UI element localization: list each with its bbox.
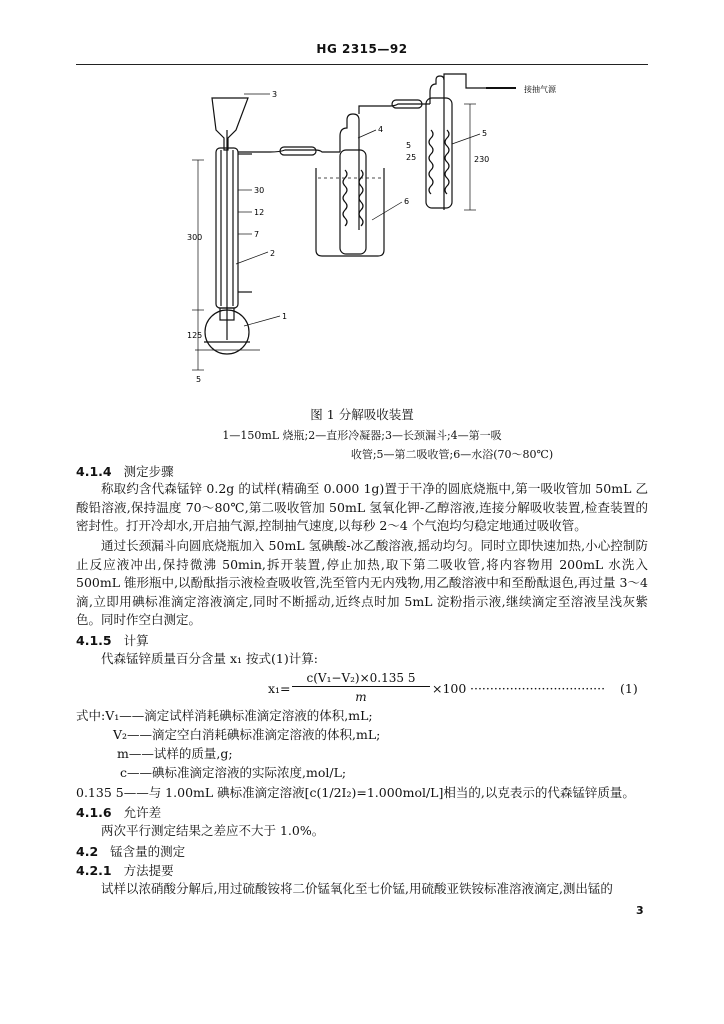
label-25: 25 [406, 153, 417, 162]
label-3: 3 [272, 90, 278, 99]
formula-numerator: c(V₁−V₂)×0.135 5 [292, 670, 430, 687]
label-2: 2 [270, 249, 276, 258]
formula-leader: ·································· [470, 681, 606, 696]
section-heading-4-1-6 [76, 803, 161, 821]
header-rule [76, 64, 648, 65]
label-5-right: 5 [406, 141, 412, 150]
formula-number: (1) [620, 681, 638, 696]
label-4: 4 [378, 125, 384, 134]
paragraph-tolerance: 两次平行测定结果之差应不大于 1.0%。 [101, 823, 325, 838]
where-desc: ——试样的质量,g; [128, 746, 233, 761]
paragraph-method-summary: 试样以浓硝酸分解后,用过硫酸铵将二价锰氧化至七价锰,用硫酸亚铁铵标准溶液滴定,测出锰的 [101, 881, 613, 896]
paragraph-procedure-1: 称取约含代森锰锌 0.2g 的试样(精确至 0.000 1g)置于干净的圆底烧瓶中,第一吸收管加 50mL 乙酸铅溶液,保持温度 70～80℃,第二吸收管加 50mL 氢氧化钾-乙醇溶液,连接分解吸收装置,检查装置的密封性。打开冷却水,开启抽气源,控制抽气速度,以每秒 2～4 个气泡均匀稳定地通过吸收管。 [76, 481, 648, 533]
where-symbol: V₂ [113, 727, 128, 742]
figure-caption: 图 1 分解吸收装置 [310, 407, 414, 422]
where-desc: ——滴定空白消耗碘标准滴定溶液的体积,mL; [127, 727, 381, 742]
page-number: 3 [636, 904, 644, 917]
section-title: 方法提要 [123, 863, 174, 878]
where-m [117, 745, 233, 763]
label-vacuum: 接抽气源 [524, 85, 556, 94]
where-desc: ——碘标准滴定溶液的实际浓度,mol/L; [127, 765, 347, 780]
figure-legend-line1: 1—150mL 烧瓶;2—直形冷凝器;3—长颈漏斗;4—第一吸 [222, 429, 502, 442]
label-12: 12 [254, 208, 265, 217]
section-number: 4.2 [76, 844, 99, 859]
section-heading-4-2-1 [76, 861, 174, 879]
where-c [120, 764, 346, 782]
formula-lhs: x₁= [268, 681, 291, 696]
where-symbol: 式中:V₁ [76, 708, 120, 723]
formula-denominator: m [355, 690, 367, 704]
where-v2 [113, 726, 380, 744]
where-symbol: c [120, 765, 128, 780]
section-title: 计算 [123, 633, 149, 648]
label-30: 30 [254, 186, 265, 195]
where-v1 [76, 707, 373, 725]
section-number: 4.1.5 [76, 633, 112, 648]
where-desc: ——滴定试样消耗碘标准滴定溶液的体积,mL; [119, 708, 373, 723]
label-1: 1 [282, 312, 288, 321]
apparatus-figure [140, 70, 660, 400]
section-number: 4.1.6 [76, 805, 112, 820]
where-symbol: m [117, 746, 129, 761]
section-heading-4-2 [76, 842, 185, 860]
formula-times: ×100 [432, 681, 467, 696]
label-300: 300 [187, 233, 203, 242]
label-125: 125 [187, 331, 203, 340]
section-number: 4.1.4 [76, 464, 112, 479]
label-6: 6 [404, 197, 410, 206]
section-heading-4-1-4 [76, 462, 174, 480]
section-title: 测定步骤 [123, 464, 174, 479]
section-number: 4.2.1 [76, 863, 112, 878]
label-5-bottom: 5 [196, 375, 202, 384]
paragraph-procedure-2: 通过长颈漏斗向圆底烧瓶加入 50mL 氢碘酸-冰乙酸溶液,摇动均匀。同时立即快速加热,小心控制防止反应液冲出,保持微沸 50min,拆开装置,停止加热,取下第二吸收管,将内容物用 200mL 水洗入 500mL 锥形瓶中,以酚酞指示液检查吸收管,洗至管内无内残物,用乙酸溶液中和至酚酞退色,再过量 3～4 滴,立即用碘标准滴定溶液滴定,同时不断摇动,近终点时加 5mL 淀粉指示液,继续滴定至溶液呈浅灰紫色。同时作空白测定。 [76, 538, 648, 627]
standard-number: HG 2315—92 [316, 42, 408, 56]
paragraph-calculation: 代森锰锌质量百分含量 x₁ 按式(1)计算: [101, 651, 318, 666]
label-7: 7 [254, 230, 260, 239]
section-title: 锰含量的测定 [110, 844, 186, 859]
figure-legend-line2: 收管;5—第二吸收管;6—水浴(70～80℃) [350, 448, 554, 461]
section-heading-4-1-5 [76, 631, 149, 649]
label-230: 230 [474, 155, 490, 164]
where-constant: 0.135 5——与 1.00mL 碘标准滴定溶液[c(1/2I₂)=1.000mol/L]相当的,以克表示的代森锰锌质量。 [76, 785, 635, 800]
label-5: 5 [482, 129, 488, 138]
section-title: 允许差 [123, 805, 162, 820]
